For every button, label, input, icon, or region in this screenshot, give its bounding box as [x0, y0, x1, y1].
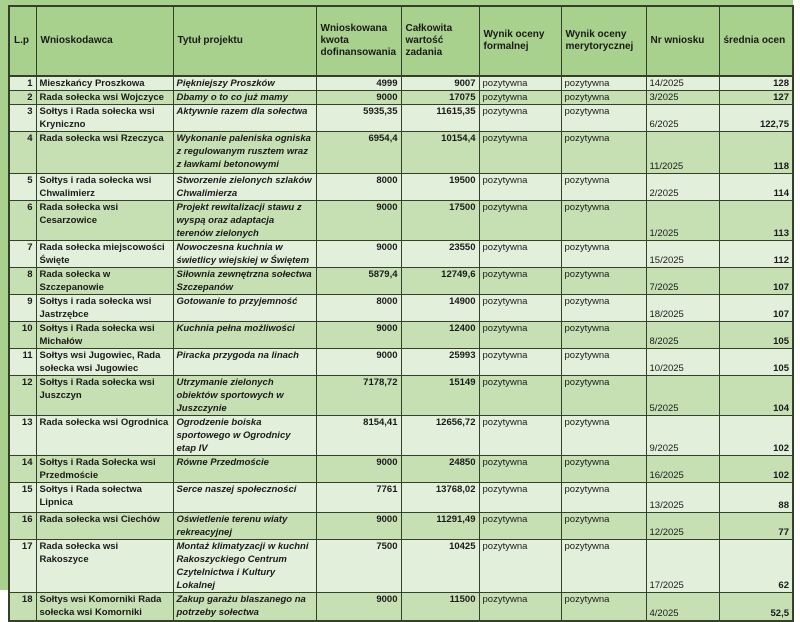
cell-merytoryczna: pozytywna — [561, 268, 646, 295]
cell-merytoryczna: pozytywna — [561, 76, 646, 91]
cell-lp: 18 — [9, 593, 36, 621]
cell-nr: 3/2025 — [646, 91, 719, 105]
cell-srednia: 77 — [719, 513, 793, 540]
cell-formalna: pozytywna — [479, 483, 561, 513]
cell-wnioskodawca: Sołtys i Rada sołecka wsi Juszczyn — [36, 376, 173, 416]
cell-formalna: pozytywna — [479, 349, 561, 376]
cell-wnioskodawca: Rada sołecka w Szczepanowie — [36, 268, 173, 295]
cell-wnioskodawca: Rada sołecka wsi Ogrodnica — [36, 416, 173, 456]
cell-kwota: 9000 — [316, 201, 401, 241]
cell-tytul: Projekt rewitalizacji stawu z wyspą oraz adaptacja terenów zielonych — [173, 201, 316, 241]
cell-wartosc: 9007 — [401, 76, 479, 91]
cell-srednia: 112 — [719, 241, 793, 268]
cell-lp: 4 — [9, 132, 36, 174]
cell-tytul: Piracka przygoda na linach — [173, 349, 316, 376]
cell-merytoryczna: pozytywna — [561, 201, 646, 241]
cell-wnioskodawca: Sołtys i Rada Sołecka wsi Przedmoście — [36, 456, 173, 483]
cell-tytul: Gotowanie to przyjemność — [173, 295, 316, 322]
cell-nr: 14/2025 — [646, 76, 719, 91]
cell-nr: 15/2025 — [646, 241, 719, 268]
cell-wartosc: 12749,6 — [401, 268, 479, 295]
cell-srednia: 122,75 — [719, 105, 793, 132]
cell-formalna: pozytywna — [479, 295, 561, 322]
table-row — [9, 76, 793, 91]
cell-wartosc: 11500 — [401, 593, 479, 621]
cell-nr: 18/2025 — [646, 295, 719, 322]
cell-formalna: pozytywna — [479, 416, 561, 456]
cell-lp: 2 — [9, 91, 36, 105]
cell-formalna: pozytywna — [479, 376, 561, 416]
cell-lp: 8 — [9, 268, 36, 295]
cell-nr: 4/2025 — [646, 593, 719, 621]
cell-merytoryczna: pozytywna — [561, 540, 646, 593]
cell-tytul: Dbamy o to co już mamy — [173, 91, 316, 105]
table-row — [9, 132, 793, 174]
cell-lp: 7 — [9, 241, 36, 268]
cell-wartosc: 23550 — [401, 241, 479, 268]
cell-lp: 16 — [9, 513, 36, 540]
cell-kwota: 8000 — [316, 174, 401, 201]
cell-formalna: pozytywna — [479, 132, 561, 174]
cell-wartosc: 17075 — [401, 91, 479, 105]
cell-formalna: pozytywna — [479, 174, 561, 201]
cell-nr: 7/2025 — [646, 268, 719, 295]
cell-srednia: 107 — [719, 295, 793, 322]
cell-merytoryczna: pozytywna — [561, 295, 646, 322]
cell-kwota: 9000 — [316, 456, 401, 483]
table-row — [9, 91, 793, 105]
cell-srednia: 88 — [719, 483, 793, 513]
cell-srednia: 62 — [719, 540, 793, 593]
cell-kwota: 8000 — [316, 295, 401, 322]
cell-lp: 6 — [9, 201, 36, 241]
cell-wartosc: 11615,35 — [401, 105, 479, 132]
cell-tytul: Ogrodzenie boiska sportowego w Ogrodnicy etap IV — [173, 416, 316, 456]
cell-srednia: 107 — [719, 268, 793, 295]
cell-kwota: 7500 — [316, 540, 401, 593]
column-header-formalna: Wynik oceny formalnej — [479, 6, 561, 76]
cell-kwota: 5935,35 — [316, 105, 401, 132]
column-header-wnioskodawca: Wnioskodawca — [36, 6, 173, 76]
cell-merytoryczna: pozytywna — [561, 132, 646, 174]
cell-formalna: pozytywna — [479, 91, 561, 105]
cell-srednia: 102 — [719, 416, 793, 456]
cell-merytoryczna: pozytywna — [561, 593, 646, 621]
cell-nr: 6/2025 — [646, 105, 719, 132]
cell-srednia: 104 — [719, 376, 793, 416]
cell-wartosc: 11291,49 — [401, 513, 479, 540]
cell-wartosc: 25993 — [401, 349, 479, 376]
table-row — [9, 201, 793, 241]
table-row — [9, 416, 793, 456]
cell-kwota: 9000 — [316, 513, 401, 540]
table-row — [9, 268, 793, 295]
cell-lp: 13 — [9, 416, 36, 456]
cell-wnioskodawca: Rada sołecka wsi Rzeczyca — [36, 132, 173, 174]
cell-nr: 1/2025 — [646, 201, 719, 241]
cell-srednia: 105 — [719, 322, 793, 349]
cell-nr: 8/2025 — [646, 322, 719, 349]
cell-wnioskodawca: Rada sołecka wsi Cesarzowice — [36, 201, 173, 241]
cell-kwota: 8154,41 — [316, 416, 401, 456]
cell-srednia: 52,5 — [719, 593, 793, 621]
cell-wnioskodawca: Rada sołecka wsi Ciechów — [36, 513, 173, 540]
cell-wnioskodawca: Rada sołecka miejscowości Święte — [36, 241, 173, 268]
table-row — [9, 513, 793, 540]
cell-lp: 12 — [9, 376, 36, 416]
cell-wnioskodawca: Rada sołecka wsi Rakoszyce — [36, 540, 173, 593]
cell-formalna: pozytywna — [479, 241, 561, 268]
applications-results-table — [8, 5, 794, 622]
column-header-wartosc: Całkowita wartość zadania — [401, 6, 479, 76]
cell-wnioskodawca: Rada sołecka wsi Wojczyce — [36, 91, 173, 105]
cell-srednia: 102 — [719, 456, 793, 483]
cell-srednia: 127 — [719, 91, 793, 105]
cell-wartosc: 14900 — [401, 295, 479, 322]
cell-tytul: Serce naszej społeczności — [173, 483, 316, 513]
table-body — [9, 76, 793, 621]
column-header-tytul: Tytuł projektu — [173, 6, 316, 76]
cell-srednia: 113 — [719, 201, 793, 241]
cell-formalna: pozytywna — [479, 268, 561, 295]
cell-merytoryczna: pozytywna — [561, 483, 646, 513]
cell-merytoryczna: pozytywna — [561, 513, 646, 540]
cell-wartosc: 24850 — [401, 456, 479, 483]
cell-nr: 2/2025 — [646, 174, 719, 201]
table-row — [9, 456, 793, 483]
cell-formalna: pozytywna — [479, 456, 561, 483]
cell-formalna: pozytywna — [479, 322, 561, 349]
cell-wnioskodawca: Mieszkańcy Proszkowa — [36, 76, 173, 91]
column-header-lp: L.p — [9, 6, 36, 76]
cell-kwota: 7761 — [316, 483, 401, 513]
cell-merytoryczna: pozytywna — [561, 322, 646, 349]
cell-wnioskodawca: Sołtys i Rada sołecka wsi Kryniczno — [36, 105, 173, 132]
cell-lp: 10 — [9, 322, 36, 349]
cell-wartosc: 12400 — [401, 322, 479, 349]
cell-nr: 13/2025 — [646, 483, 719, 513]
cell-tytul: Oświetlenie terenu wiaty rekreacyjnej — [173, 513, 316, 540]
column-header-kwota: Wnioskowana kwota dofinansowania — [316, 6, 401, 76]
cell-formalna: pozytywna — [479, 105, 561, 132]
cell-nr: 12/2025 — [646, 513, 719, 540]
cell-lp: 15 — [9, 483, 36, 513]
cell-lp: 3 — [9, 105, 36, 132]
cell-merytoryczna: pozytywna — [561, 241, 646, 268]
cell-formalna: pozytywna — [479, 76, 561, 91]
cell-formalna: pozytywna — [479, 593, 561, 621]
cell-tytul: Stworzenie zielonych szlaków Chwalimierza — [173, 174, 316, 201]
cell-merytoryczna: pozytywna — [561, 349, 646, 376]
table-row — [9, 322, 793, 349]
table-row — [9, 376, 793, 416]
cell-tytul: Utrzymanie zielonych obiektów sportowych w Juszczynie — [173, 376, 316, 416]
cell-lp: 17 — [9, 540, 36, 593]
cell-tytul: Kuchnia pełna możliwości — [173, 322, 316, 349]
cell-lp: 9 — [9, 295, 36, 322]
cell-wnioskodawca: Sołtys i rada sołecka wsi Jastrzębce — [36, 295, 173, 322]
table-row — [9, 349, 793, 376]
header-row — [9, 6, 793, 76]
cell-kwota: 4999 — [316, 76, 401, 91]
cell-merytoryczna: pozytywna — [561, 174, 646, 201]
cell-kwota: 9000 — [316, 593, 401, 621]
cell-kwota: 5879,4 — [316, 268, 401, 295]
table-row — [9, 540, 793, 593]
column-header-nr: Nr wniosku — [646, 6, 719, 76]
cell-wartosc: 13768,02 — [401, 483, 479, 513]
cell-wnioskodawca: Sołtys wsi Jugowiec, Rada sołecka wsi Jugowiec — [36, 349, 173, 376]
column-header-srednia: średnia ocen — [719, 6, 793, 76]
cell-nr: 11/2025 — [646, 132, 719, 174]
table-row — [9, 241, 793, 268]
cell-lp: 11 — [9, 349, 36, 376]
cell-formalna: pozytywna — [479, 201, 561, 241]
cell-kwota: 9000 — [316, 241, 401, 268]
table-row — [9, 174, 793, 201]
cell-nr: 9/2025 — [646, 416, 719, 456]
cell-formalna: pozytywna — [479, 513, 561, 540]
cell-formalna: pozytywna — [479, 540, 561, 593]
cell-srednia: 128 — [719, 76, 793, 91]
cell-tytul: Równe Przedmoście — [173, 456, 316, 483]
table-row — [9, 105, 793, 132]
cell-wartosc: 12656,72 — [401, 416, 479, 456]
cell-tytul: Zakup garażu blaszanego na potrzeby sołectwa — [173, 593, 316, 621]
cell-lp: 14 — [9, 456, 36, 483]
cell-kwota: 9000 — [316, 91, 401, 105]
table-row — [9, 295, 793, 322]
cell-merytoryczna: pozytywna — [561, 91, 646, 105]
cell-tytul: Nowoczesna kuchnia w świetlicy wiejskiej w Świętem — [173, 241, 316, 268]
cell-wnioskodawca: Sołtys i Rada sołectwa Lipnica — [36, 483, 173, 513]
cell-merytoryczna: pozytywna — [561, 376, 646, 416]
cell-wartosc: 10425 — [401, 540, 479, 593]
cell-srednia: 118 — [719, 132, 793, 174]
cell-nr: 5/2025 — [646, 376, 719, 416]
cell-wartosc: 15149 — [401, 376, 479, 416]
column-header-merytoryczna: Wynik oceny merytorycznej — [561, 6, 646, 76]
cell-nr: 16/2025 — [646, 456, 719, 483]
cell-wartosc: 10154,4 — [401, 132, 479, 174]
cell-lp: 5 — [9, 174, 36, 201]
cell-merytoryczna: pozytywna — [561, 416, 646, 456]
cell-merytoryczna: pozytywna — [561, 456, 646, 483]
cell-wartosc: 19500 — [401, 174, 479, 201]
cell-kwota: 9000 — [316, 322, 401, 349]
cell-kwota: 6954,4 — [316, 132, 401, 174]
cell-srednia: 114 — [719, 174, 793, 201]
cell-tytul: Siłownia zewnętrzna sołectwa Szczepanów — [173, 268, 316, 295]
table-row — [9, 483, 793, 513]
cell-merytoryczna: pozytywna — [561, 105, 646, 132]
cell-tytul: Aktywnie razem dla sołectwa — [173, 105, 316, 132]
cell-wnioskodawca: Sołtys i rada sołecka wsi Chwalimierz — [36, 174, 173, 201]
cell-tytul: Wykonanie paleniska ogniska z regulowanym rusztem wraz z ławkami betonowymi — [173, 132, 316, 174]
cell-tytul: Piękniejszy Proszków — [173, 76, 316, 91]
cell-kwota: 9000 — [316, 349, 401, 376]
cell-kwota: 7178,72 — [316, 376, 401, 416]
table-row — [9, 593, 793, 621]
cell-srednia: 105 — [719, 349, 793, 376]
cell-tytul: Montaż klimatyzacji w kuchni Rakoszyckiego Centrum Czytelnictwa i Kultury Lokalnej — [173, 540, 316, 593]
cell-wnioskodawca: Sołtys i Rada sołecka wsi Michałów — [36, 322, 173, 349]
cell-wartosc: 17500 — [401, 201, 479, 241]
cell-wnioskodawca: Sołtys wsi Komorniki Rada sołecka wsi Komorniki — [36, 593, 173, 621]
cell-nr: 10/2025 — [646, 349, 719, 376]
cell-lp: 1 — [9, 76, 36, 91]
cell-nr: 17/2025 — [646, 540, 719, 593]
